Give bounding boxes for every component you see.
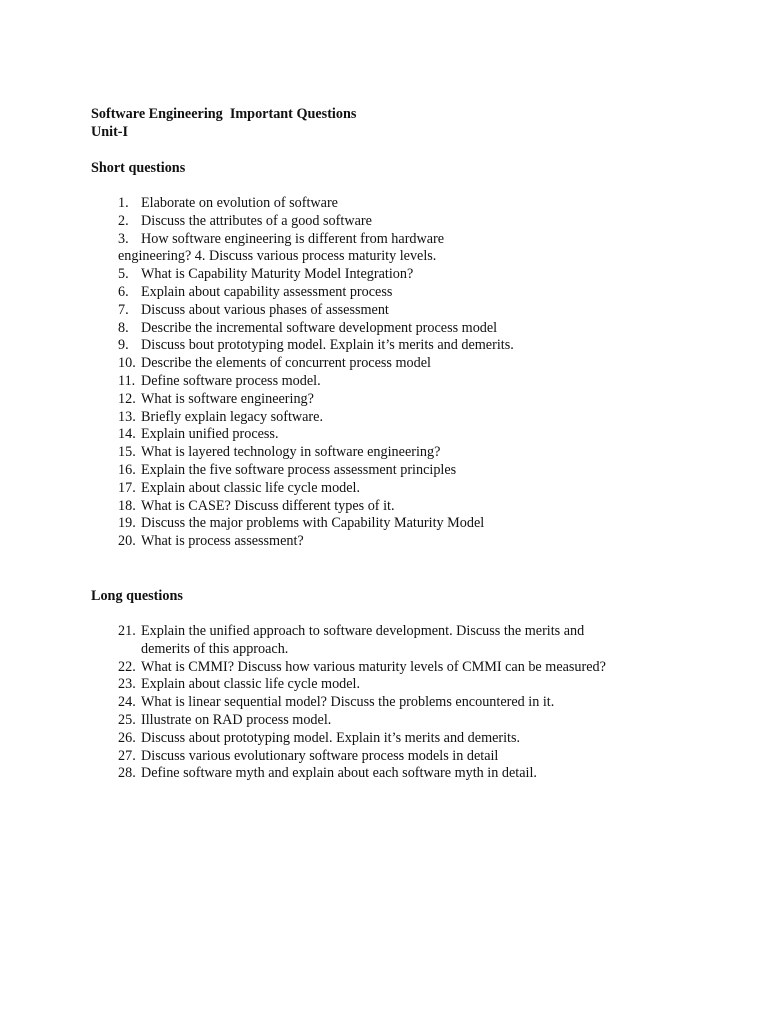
question-text: Discuss various evolutionary software process models in detail [141,747,499,764]
document-title: Software Engineering Important Questions [91,106,357,122]
list-item [0,675,700,693]
list-item [0,479,700,497]
question-number: 5. [118,266,129,283]
question-text: Describe the incremental software development process model [141,319,498,336]
question-text: Define software myth and explain about each software myth in detail. [141,765,537,782]
list-item [0,283,700,301]
list-item [0,532,700,550]
question-number: 24. [118,694,136,711]
question-number: 6. [118,283,129,300]
list-item [0,622,700,658]
question-number: 8. [118,319,129,336]
question-text: What is CMMI? Discuss how various maturity levels of CMMI can be measured? [141,658,606,675]
list-item [0,764,700,782]
question-number: 17. [118,479,136,496]
long-questions-heading: Long questions [91,588,183,604]
question-text: Discuss about various phases of assessment [141,301,389,318]
question-number: 18. [118,497,136,514]
list-item [0,336,700,354]
question-text: Explain about capability assessment process [141,283,393,300]
question-number: 28. [118,765,136,782]
question-text: Briefly explain legacy software. [141,408,323,425]
question-text: What is process assessment? [141,533,304,550]
question-text: What is software engineering? [141,390,314,407]
question-number: 22. [118,658,136,675]
question-text: Explain unified process. [141,426,279,443]
question-number: 9. [118,337,129,354]
list-item [0,443,700,461]
list-item [0,372,700,390]
list-item [0,390,700,408]
question-text: What is Capability Maturity Model Integration? [141,266,414,283]
short-questions-heading: Short questions [91,160,186,176]
question-text: What is linear sequential model? Discuss the problems encountered in it. [141,694,555,711]
question-continuation: engineering? 4. Discuss various process maturity levels. [118,248,437,265]
list-item [0,265,700,283]
list-item [0,354,700,372]
list-item [0,729,700,747]
question-number: 14. [118,426,136,443]
list-item [0,212,700,230]
question-number: 16. [118,461,136,478]
list-item [0,408,700,426]
question-text: Define software process model. [141,372,321,389]
question-number: 1. [118,195,129,211]
question-number: 19. [118,515,136,532]
question-number: 7. [118,301,129,318]
unit-label: Unit-I [91,124,129,140]
list-item [0,301,700,319]
question-number: 11. [118,372,136,389]
question-text: Explain about classic life cycle model. [141,479,361,496]
question-text: Illustrate on RAD process model. [141,711,332,728]
question-number: 13. [118,408,136,425]
list-item [0,497,700,515]
question-text: What is CASE? Discuss different types of it. [141,497,395,514]
question-text: Describe the elements of concurrent process model [141,355,431,372]
question-text: What is layered technology in software engineering? [141,444,441,461]
question-number: 20. [118,533,136,550]
list-item [0,514,700,532]
list-item [0,693,700,711]
question-number: 23. [118,676,136,693]
question-text: Discuss the attributes of a good software [141,212,372,229]
list-item [0,425,700,443]
question-number: 2. [118,212,129,229]
list-item [0,230,700,248]
question-text: Explain the unified approach to software development. Discuss the merits and demerits of this approach. [141,623,585,657]
question-text: Discuss bout prototyping model. Explain it’s merits and demerits. [141,337,514,354]
list-item [0,461,700,479]
question-text: Explain the five software process assessment principles [141,461,457,478]
question-text: Elaborate on evolution of software [141,195,338,211]
question-text: Discuss the major problems with Capability Maturity Model [141,515,485,532]
question-text: Explain about classic life cycle model. [141,676,361,693]
short-questions-list [0,194,700,550]
question-number: 12. [118,390,136,407]
question-number: 10. [118,355,136,372]
list-item [0,319,700,337]
question-number: 27. [118,747,136,764]
question-number: 25. [118,711,136,728]
list-item [0,711,700,729]
list-item [0,247,700,265]
question-number: 26. [118,729,136,746]
question-number: 21. [118,623,136,639]
list-item [0,194,700,212]
long-questions-list [0,622,700,782]
question-number: 3. [118,230,129,247]
question-text: How software engineering is different from hardware [141,230,445,247]
question-number: 15. [118,444,136,461]
list-item [0,747,700,765]
question-text: Discuss about prototyping model. Explain it’s merits and demerits. [141,729,521,746]
list-item [0,658,700,676]
